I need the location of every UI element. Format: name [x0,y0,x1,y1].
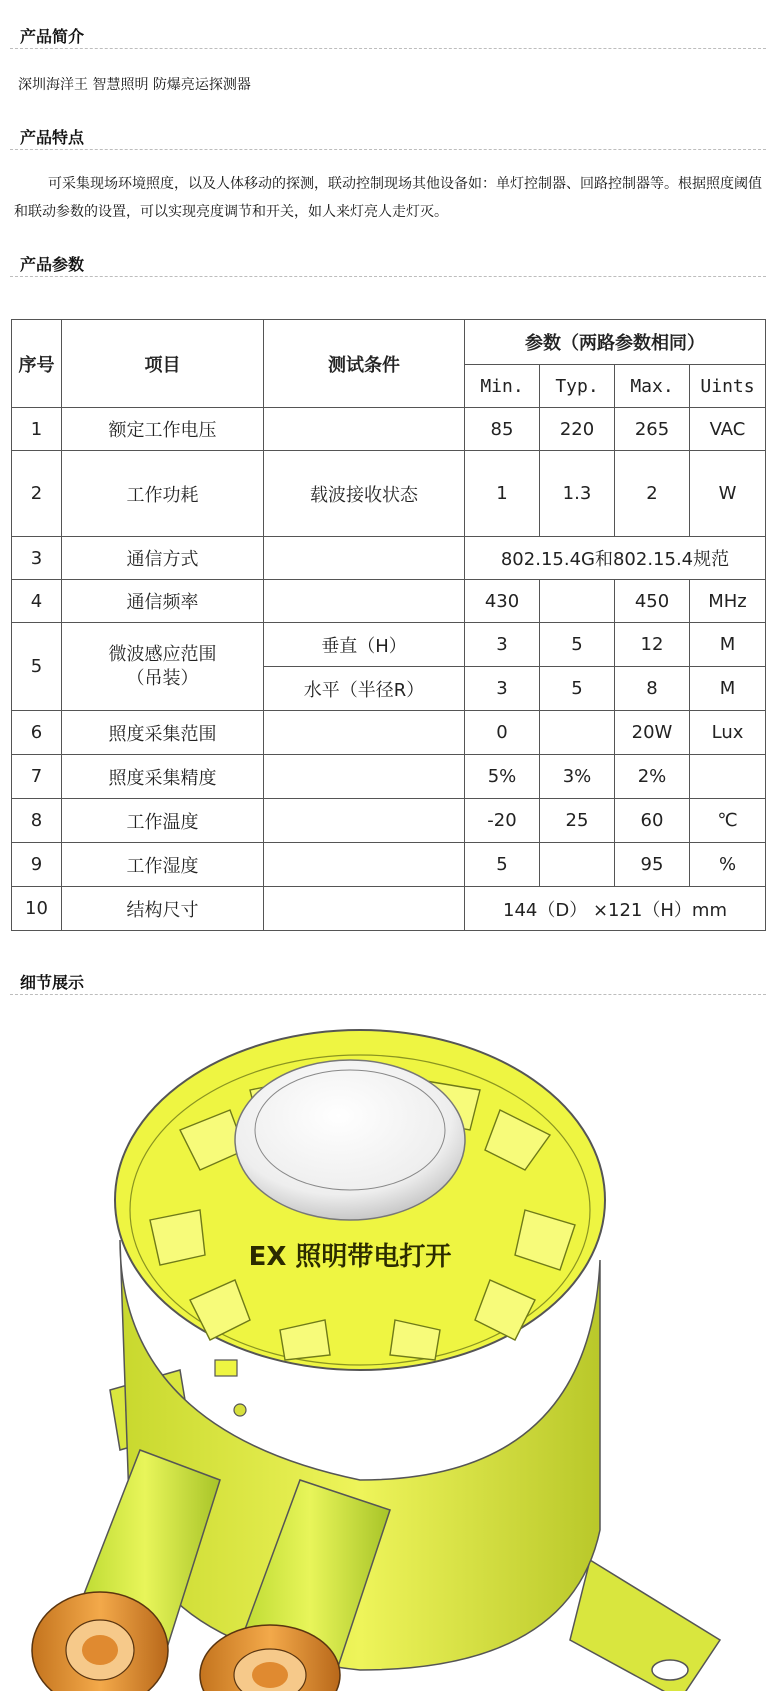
lid-lettering: EX 照明带电打开 [248,1242,452,1272]
header-typ: Typ. [540,365,615,408]
cell-condition: 水平（半径R） [264,667,465,711]
cell-typ: 3% [540,755,615,799]
ground-screw [234,1404,246,1416]
cell-item: 工作湿度 [62,843,264,887]
header-index: 序号 [12,320,62,408]
section-title-features: 产品特点 [20,128,85,147]
cell-typ: 25 [540,799,615,843]
table-row [12,537,766,580]
product-illustration [30,1010,770,1691]
section-divider [10,994,766,995]
mounting-foot-right [570,1560,720,1691]
cell-units: Lux [690,711,766,755]
cell-min: 5% [465,755,540,799]
cell-condition [264,843,465,887]
cell-units: % [690,843,766,887]
cell-units: VAC [690,408,766,451]
cell-min: 3 [465,623,540,667]
cell-item: 照度采集范围 [62,711,264,755]
cell-max: 12 [615,623,690,667]
cell-max: 2 [615,451,690,537]
cell-merged: 144（D） ×121（H）mm [465,887,766,931]
cell-condition [264,537,465,580]
cell-typ: 1.3 [540,451,615,537]
section-title-details: 细节展示 [20,973,85,992]
cell-item: 结构尺寸 [62,887,264,931]
cell-index: 9 [12,843,62,887]
cell-index: 1 [12,408,62,451]
cell-index: 3 [12,537,62,580]
header-condition: 测试条件 [264,320,465,408]
cell-merged: 802.15.4G和802.15.4规范 [465,537,766,580]
cell-min: 0 [465,711,540,755]
cell-index: 5 [12,623,62,711]
cell-condition [264,799,465,843]
table-row [12,408,766,451]
cell-index: 8 [12,799,62,843]
cell-index: 4 [12,580,62,623]
cell-typ [540,843,615,887]
cell-typ: 5 [540,667,615,711]
header-min: Min. [465,365,540,408]
sensor-dome [235,1060,465,1220]
section-divider [10,149,766,150]
cell-typ [540,580,615,623]
cell-item: 微波感应范围（吊装） [62,623,264,711]
table-row [12,887,766,931]
cell-item: 通信方式 [62,537,264,580]
cell-units [690,755,766,799]
cell-index: 10 [12,887,62,931]
header-units: Uints [690,365,766,408]
cell-max: 20W [615,711,690,755]
cell-item: 照度采集精度 [62,755,264,799]
cell-condition [264,408,465,451]
header-item: 项目 [62,320,264,408]
table-row [12,755,766,799]
cell-item: 工作温度 [62,799,264,843]
cell-max: 95 [615,843,690,887]
cell-max: 2% [615,755,690,799]
cell-condition: 垂直（H） [264,623,465,667]
table-row [12,451,766,537]
cell-item: 工作功耗 [62,451,264,537]
cell-units: M [690,623,766,667]
section-divider [10,48,766,49]
section-title-intro: 产品简介 [20,27,85,46]
cell-typ: 5 [540,623,615,667]
table-row [12,799,766,843]
table-row [12,843,766,887]
cell-min: 1 [465,451,540,537]
cell-typ [540,711,615,755]
cell-item: 通信频率 [62,580,264,623]
cell-condition [264,711,465,755]
cell-min: 85 [465,408,540,451]
cell-max: 8 [615,667,690,711]
table-row [12,580,766,623]
cell-units: MHz [690,580,766,623]
cell-condition: 载波接收状态 [264,451,465,537]
table-row [12,711,766,755]
cell-min: -20 [465,799,540,843]
features-text: 可采集现场环境照度，以及人体移动的探测，联动控制现场其他设备如：单灯控制器、回路控制器等。根据照度阈值和联动参数的设置，可以实现亮度调节和开关，如人来灯亮人走灯灭。 [14,176,762,220]
cell-condition [264,887,465,931]
table-row [12,623,766,667]
cell-index: 2 [12,451,62,537]
cell-index: 7 [12,755,62,799]
cell-units: M [690,667,766,711]
cell-units: W [690,451,766,537]
cell-max: 265 [615,408,690,451]
cell-typ: 220 [540,408,615,451]
cell-max: 60 [615,799,690,843]
section-divider [10,276,766,277]
section-title-params: 产品参数 [20,255,85,274]
header-params-group: 参数（两路参数相同） [465,320,766,365]
cell-item: 额定工作电压 [62,408,264,451]
spec-table [11,319,766,931]
cell-min: 3 [465,667,540,711]
cell-condition [264,580,465,623]
cell-units: ℃ [690,799,766,843]
header-max: Max. [615,365,690,408]
cell-condition [264,755,465,799]
cell-min: 5 [465,843,540,887]
lid-latch [215,1360,237,1376]
cell-index: 6 [12,711,62,755]
cell-max: 450 [615,580,690,623]
intro-text: 深圳海洋王 智慧照明 防爆亮运探测器 [18,77,251,93]
cell-min: 430 [465,580,540,623]
